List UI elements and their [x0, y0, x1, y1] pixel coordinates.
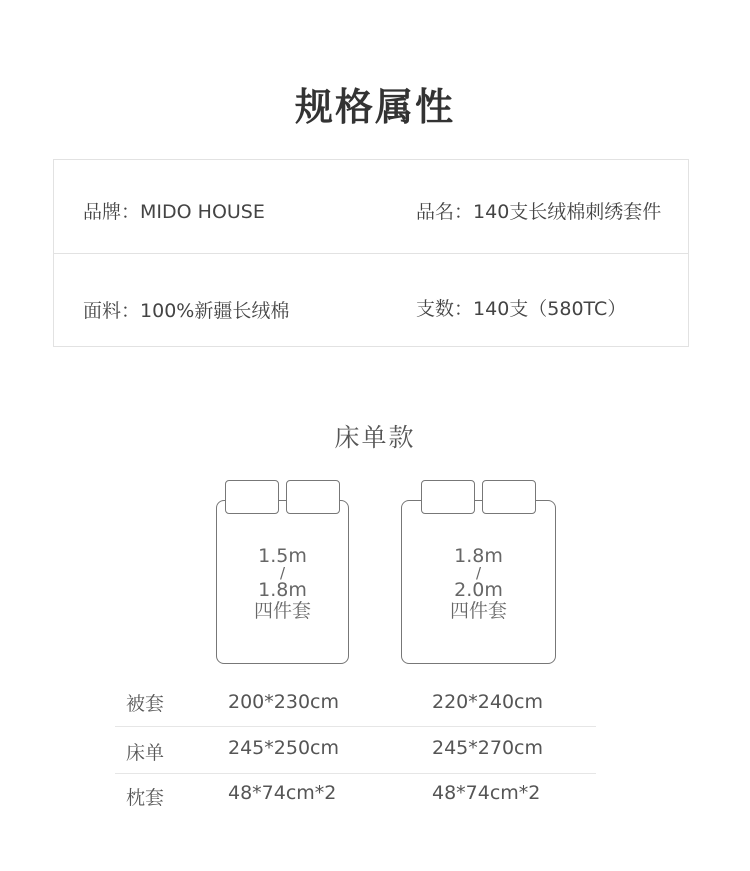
table-row-label-sheet: 床单 [126, 742, 165, 764]
spec-value: 140支长绒棉刺绣套件 [473, 201, 662, 223]
spec-value: 140支（580TC） [473, 298, 627, 320]
spec-thread-count [416, 294, 626, 321]
bed-size-a: 1.5m [258, 545, 307, 567]
table-row-label-pillowcase: 枕套 [126, 787, 165, 809]
bed-size-b: 2.0m [454, 579, 503, 602]
table-cell: 48*74cm*2 [432, 782, 541, 804]
bed-set-name: 四件套 [253, 600, 311, 623]
table-row-divider [115, 726, 596, 727]
spec-key: 品名 ： [416, 201, 473, 223]
table-cell: 245*270cm [432, 737, 543, 759]
pillow-shape [482, 480, 536, 514]
spec-value: MIDO HOUSE [140, 201, 265, 223]
bed-size-separator: / [475, 563, 482, 582]
table-cell: 200*230cm [228, 691, 339, 713]
section-title: 床单款 [334, 423, 416, 452]
spec-key: 面料 ： [83, 300, 140, 322]
page-title: 规格属性 [294, 85, 455, 129]
pillow-shape [225, 480, 279, 514]
spec-key: 品牌 ： [83, 201, 140, 223]
bed-set-name: 四件套 [449, 600, 507, 623]
spec-key: 支数 ： [416, 298, 473, 320]
bed-label-small [216, 546, 349, 622]
spec-fabric [83, 296, 289, 323]
table-cell: 220*240cm [432, 691, 543, 713]
spec-divider [54, 253, 688, 254]
spec-brand [83, 197, 265, 224]
spec-product-name [416, 197, 661, 224]
bed-size-separator: / [279, 563, 286, 582]
pillow-shape [286, 480, 340, 514]
bed-size-a: 1.8m [454, 545, 503, 567]
pillow-shape [421, 480, 475, 514]
table-row-divider [115, 773, 596, 774]
spec-table [53, 159, 689, 347]
bed-size-b: 1.8m [258, 579, 307, 602]
spec-value: 100%新疆长绒棉 [140, 300, 290, 322]
table-cell: 245*250cm [228, 737, 339, 759]
bed-label-large [401, 546, 556, 622]
table-cell: 48*74cm*2 [228, 782, 337, 804]
table-row-label-duvet: 被套 [126, 693, 165, 715]
